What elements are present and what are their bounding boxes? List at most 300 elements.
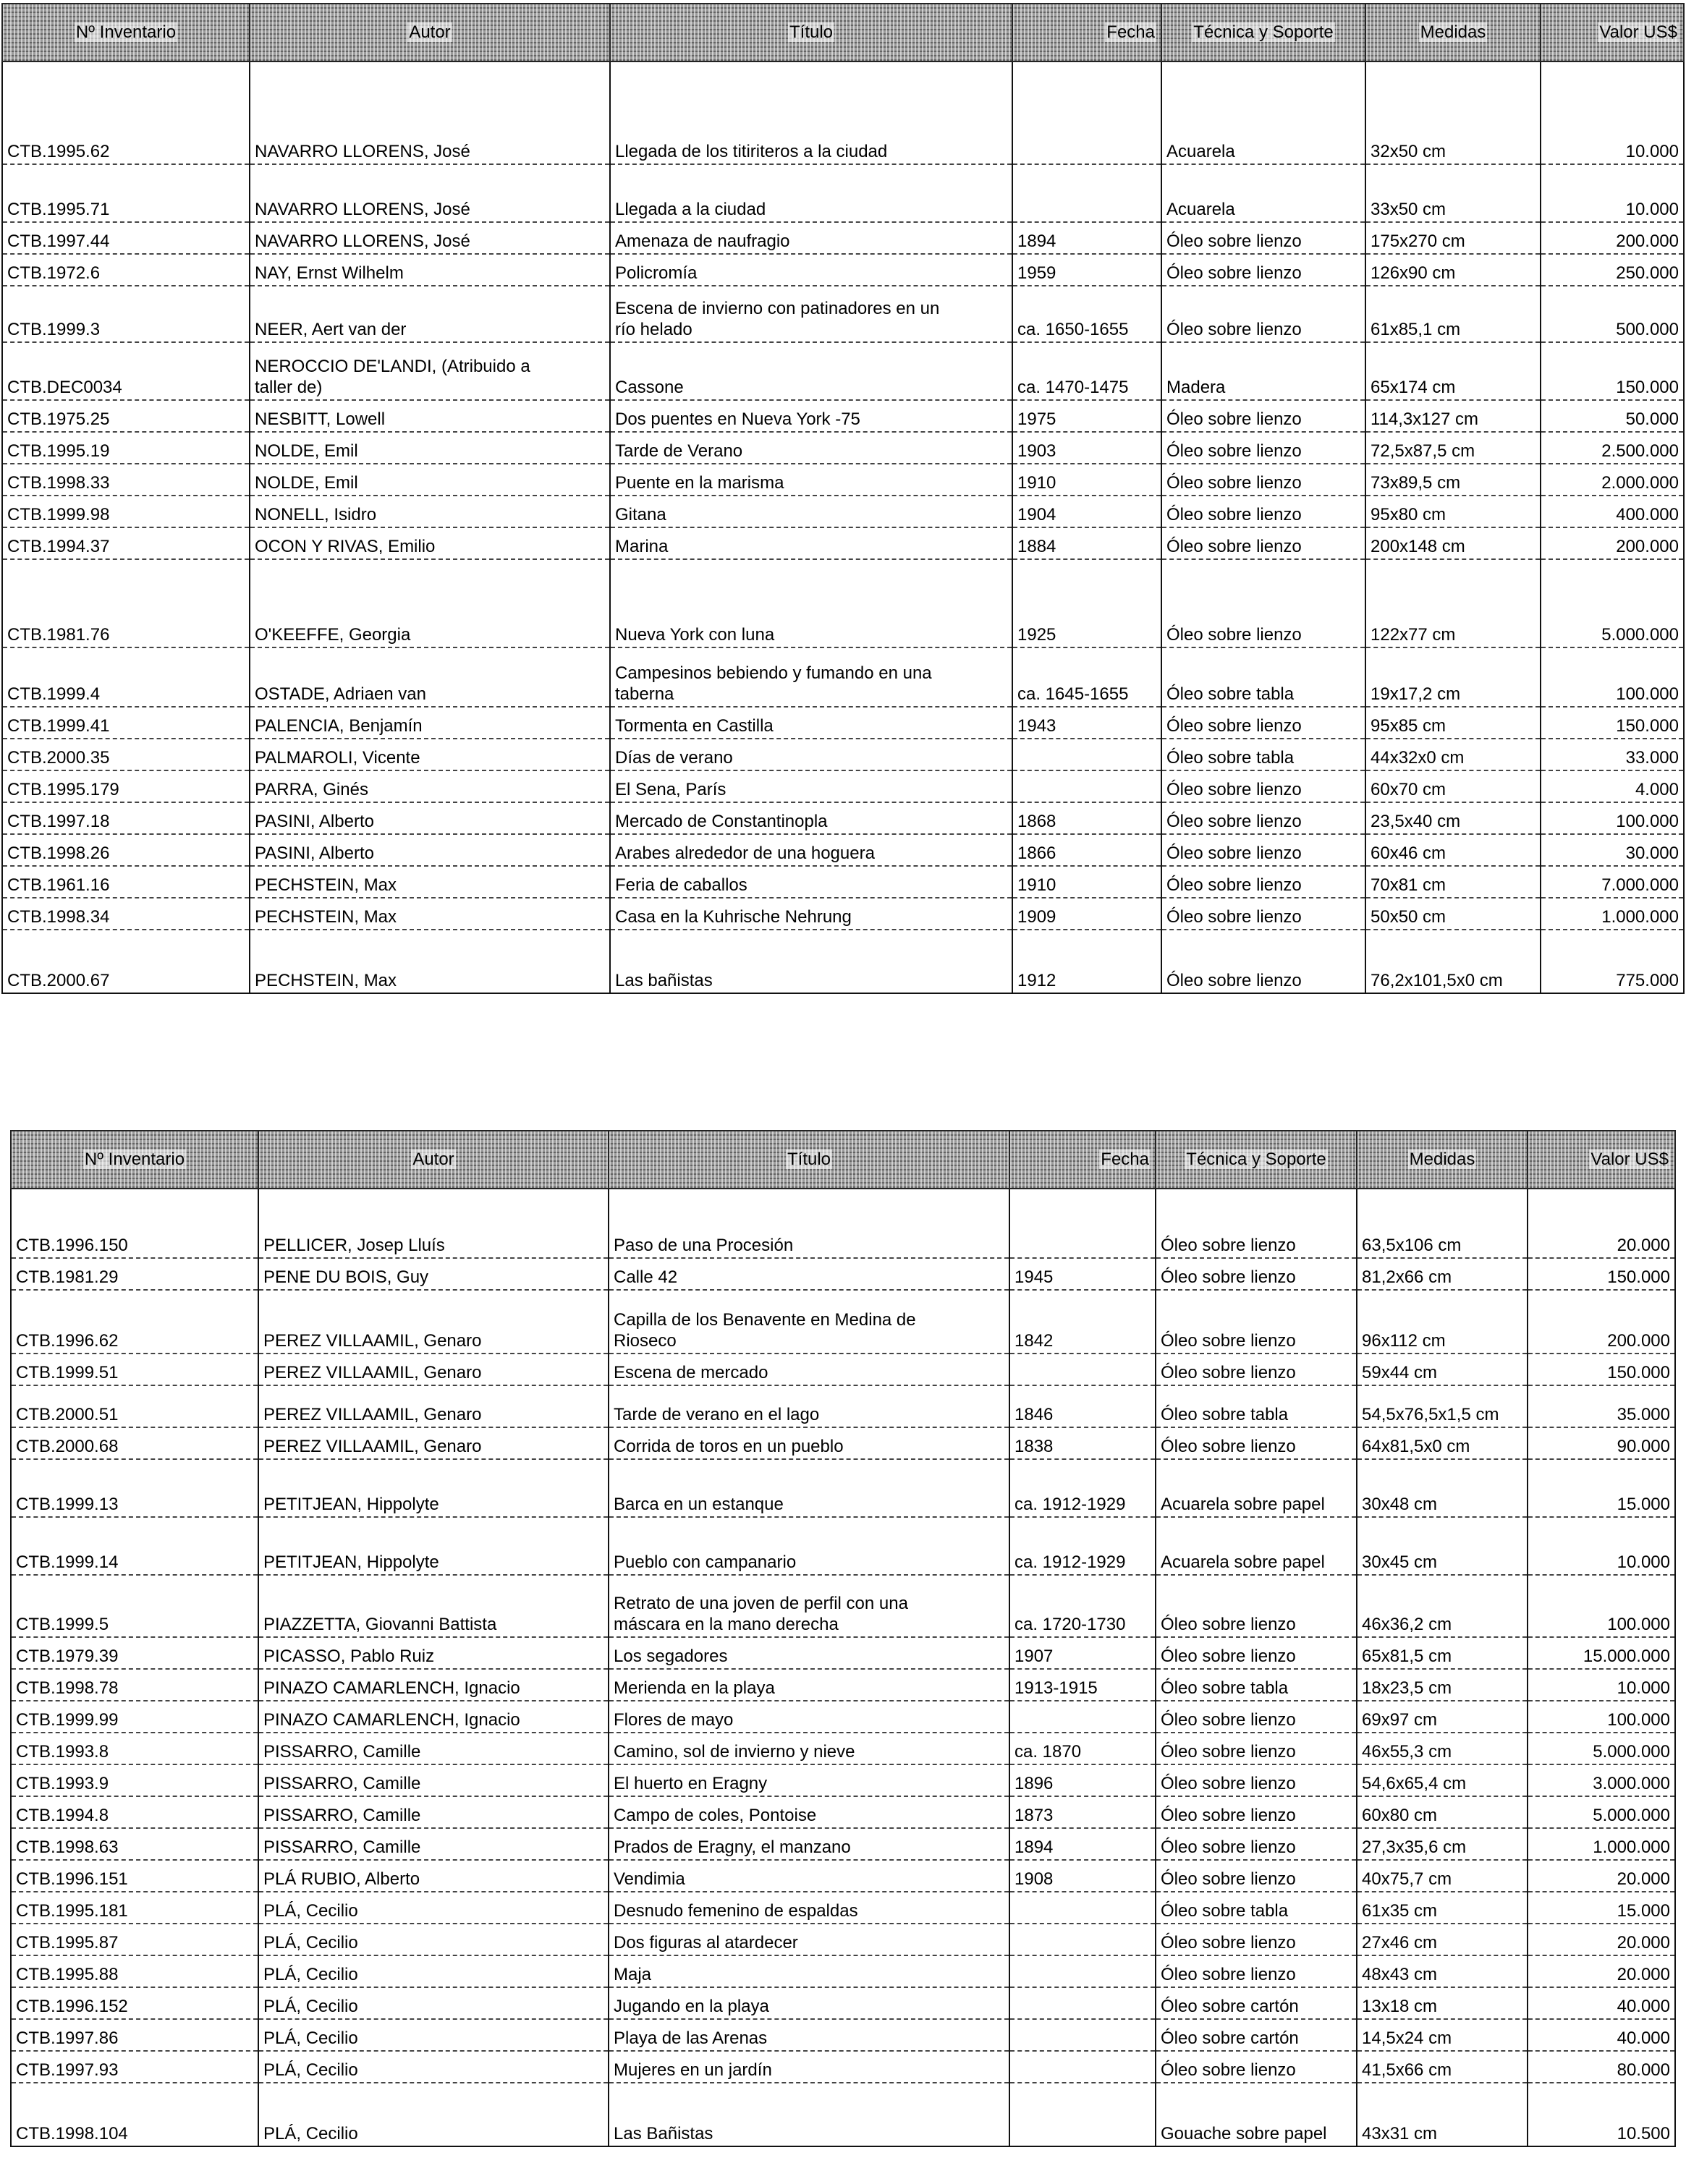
fecha-cell <box>1009 2051 1156 2083</box>
fecha-cell: 1866 <box>1012 834 1161 866</box>
fecha-cell <box>1009 1924 1156 1955</box>
fecha-cell: 1838 <box>1009 1427 1156 1459</box>
inventario-cell: CTB.1999.3 <box>2 286 250 342</box>
autor-cell: PLÁ RUBIO, Alberto <box>258 1860 609 1892</box>
medidas-cell: 122x77 cm <box>1365 559 1541 647</box>
medidas-cell: 126x90 cm <box>1365 254 1541 286</box>
titulo-cell: Dos puentes en Nueva York -75 <box>610 400 1012 432</box>
inventario-cell: CTB.1999.13 <box>11 1459 258 1517</box>
autor-cell: PLÁ, Cecilio <box>258 2019 609 2051</box>
titulo-cell: Amenaza de naufragio <box>610 222 1012 254</box>
autor-cell: NEROCCIO DE'LANDI, (Atribuido a taller de) <box>250 342 610 400</box>
autor-cell: PEREZ VILLAAMIL, Genaro <box>258 1385 609 1427</box>
header-fecha: Fecha <box>1009 1131 1156 1189</box>
inventario-cell: CTB.1998.34 <box>2 898 250 930</box>
fecha-cell: ca. 1470-1475 <box>1012 342 1161 400</box>
inventario-cell: CTB.1995.179 <box>2 770 250 802</box>
inventario-cell: CTB.1961.16 <box>2 866 250 898</box>
table-row <box>2 342 1684 400</box>
fecha-cell: ca. 1912-1929 <box>1009 1459 1156 1517</box>
table-row <box>2 559 1684 647</box>
inventario-cell: CTB.1995.19 <box>2 432 250 464</box>
header-inventario: Nº Inventario <box>11 1131 258 1189</box>
valor-cell: 5.000.000 <box>1541 559 1684 647</box>
valor-cell: 20.000 <box>1528 1955 1675 1987</box>
autor-cell: NAVARRO LLORENS, José <box>250 222 610 254</box>
header-valor: Valor US$ <box>1541 4 1684 61</box>
valor-cell: 10.000 <box>1528 1669 1675 1701</box>
valor-cell: 33.000 <box>1541 739 1684 770</box>
medidas-cell: 27x46 cm <box>1357 1924 1528 1955</box>
medidas-cell: 72,5x87,5 cm <box>1365 432 1541 464</box>
autor-cell: PICASSO, Pablo Ruiz <box>258 1637 609 1669</box>
inventario-cell: CTB.1996.150 <box>11 1189 258 1258</box>
autor-cell: PETITJEAN, Hippolyte <box>258 1517 609 1575</box>
table-row <box>11 1290 1675 1354</box>
header-titulo: Título <box>609 1131 1009 1189</box>
medidas-cell: 40x75,7 cm <box>1357 1860 1528 1892</box>
tecnica-cell: Óleo sobre lienzo <box>1161 898 1365 930</box>
autor-cell: PINAZO CAMARLENCH, Ignacio <box>258 1701 609 1733</box>
table-row <box>11 2083 1675 2146</box>
table-row <box>2 707 1684 739</box>
valor-cell: 15.000 <box>1528 1892 1675 1924</box>
autor-cell: PLÁ, Cecilio <box>258 1987 609 2019</box>
fecha-cell: 1975 <box>1012 400 1161 432</box>
header-medidas: Medidas <box>1365 4 1541 61</box>
titulo-cell: Retrato de una joven de perfil con una máscara en la mano derecha <box>609 1575 1009 1637</box>
tecnica-cell: Óleo sobre lienzo <box>1161 770 1365 802</box>
tecnica-cell: Óleo sobre lienzo <box>1156 1796 1357 1828</box>
table-row <box>11 1427 1675 1459</box>
autor-cell: NONELL, Isidro <box>250 496 610 527</box>
autor-cell: PLÁ, Cecilio <box>258 2051 609 2083</box>
tecnica-cell: Óleo sobre lienzo <box>1156 2051 1357 2083</box>
titulo-cell: Escena de mercado <box>609 1354 1009 1385</box>
table-row <box>11 2051 1675 2083</box>
fecha-cell: 1903 <box>1012 432 1161 464</box>
inventario-cell: CTB.2000.68 <box>11 1427 258 1459</box>
header-titulo: Título <box>610 4 1012 61</box>
medidas-cell: 54,6x65,4 cm <box>1357 1764 1528 1796</box>
valor-cell: 7.000.000 <box>1541 866 1684 898</box>
fecha-cell <box>1012 770 1161 802</box>
table-row <box>11 1354 1675 1385</box>
header-inventario: Nº Inventario <box>2 4 250 61</box>
table-row <box>2 254 1684 286</box>
tecnica-cell: Óleo sobre cartón <box>1156 2019 1357 2051</box>
autor-cell: PLÁ, Cecilio <box>258 2083 609 2146</box>
medidas-cell: 59x44 cm <box>1357 1354 1528 1385</box>
medidas-cell: 61x35 cm <box>1357 1892 1528 1924</box>
inventario-cell: CTB.1998.63 <box>11 1828 258 1860</box>
medidas-cell: 96x112 cm <box>1357 1290 1528 1354</box>
table-row <box>2 898 1684 930</box>
tecnica-cell: Óleo sobre lienzo <box>1156 1924 1357 1955</box>
titulo-cell: Playa de las Arenas <box>609 2019 1009 2051</box>
titulo-cell: Maja <box>609 1955 1009 1987</box>
inventario-cell: CTB.1997.86 <box>11 2019 258 2051</box>
valor-cell: 250.000 <box>1541 254 1684 286</box>
header-valor: Valor US$ <box>1528 1131 1675 1189</box>
titulo-cell: Cassone <box>610 342 1012 400</box>
fecha-cell: 1908 <box>1009 1860 1156 1892</box>
tecnica-cell: Óleo sobre lienzo <box>1161 834 1365 866</box>
medidas-cell: 95x85 cm <box>1365 707 1541 739</box>
titulo-cell: Las bañistas <box>610 930 1012 993</box>
titulo-cell: Las Bañistas <box>609 2083 1009 2146</box>
valor-cell: 50.000 <box>1541 400 1684 432</box>
inventario-cell: CTB.1999.14 <box>11 1517 258 1575</box>
titulo-cell: Barca en un estanque <box>609 1459 1009 1517</box>
inventario-cell: CTB.1999.51 <box>11 1354 258 1385</box>
valor-cell: 10.500 <box>1528 2083 1675 2146</box>
valor-cell: 10.000 <box>1528 1517 1675 1575</box>
fecha-cell: 1846 <box>1009 1385 1156 1427</box>
medidas-cell: 65x174 cm <box>1365 342 1541 400</box>
autor-cell: PLÁ, Cecilio <box>258 1924 609 1955</box>
valor-cell: 90.000 <box>1528 1427 1675 1459</box>
fecha-cell: 1909 <box>1012 898 1161 930</box>
inventario-cell: CTB.1996.151 <box>11 1860 258 1892</box>
autor-cell: NAY, Ernst Wilhelm <box>250 254 610 286</box>
valor-cell: 775.000 <box>1541 930 1684 993</box>
table-row <box>11 1892 1675 1924</box>
titulo-cell: Campo de coles, Pontoise <box>609 1796 1009 1828</box>
tecnica-cell: Óleo sobre lienzo <box>1161 559 1365 647</box>
valor-cell: 35.000 <box>1528 1385 1675 1427</box>
valor-cell: 20.000 <box>1528 1860 1675 1892</box>
titulo-cell: Los segadores <box>609 1637 1009 1669</box>
valor-cell: 1.000.000 <box>1528 1828 1675 1860</box>
medidas-cell: 43x31 cm <box>1357 2083 1528 2146</box>
autor-cell: PASINI, Alberto <box>250 834 610 866</box>
medidas-cell: 60x70 cm <box>1365 770 1541 802</box>
titulo-cell: Puente en la marisma <box>610 464 1012 496</box>
autor-cell: PASINI, Alberto <box>250 802 610 834</box>
tecnica-cell: Óleo sobre lienzo <box>1156 1828 1357 1860</box>
valor-cell: 200.000 <box>1541 527 1684 559</box>
inventario-cell: CTB.1995.71 <box>2 164 250 222</box>
autor-cell: NOLDE, Emil <box>250 432 610 464</box>
table-row <box>2 770 1684 802</box>
valor-cell: 500.000 <box>1541 286 1684 342</box>
tecnica-cell: Acuarela <box>1161 164 1365 222</box>
fecha-cell <box>1009 1701 1156 1733</box>
inventario-cell: CTB.1975.25 <box>2 400 250 432</box>
inventario-cell: CTB.1998.78 <box>11 1669 258 1701</box>
fecha-cell <box>1009 1955 1156 1987</box>
autor-cell: PISSARRO, Camille <box>258 1764 609 1796</box>
medidas-cell: 18x23,5 cm <box>1357 1669 1528 1701</box>
autor-cell: PINAZO CAMARLENCH, Ignacio <box>258 1669 609 1701</box>
fecha-cell <box>1009 2019 1156 2051</box>
inventario-cell: CTB.1999.4 <box>2 647 250 707</box>
autor-cell: PETITJEAN, Hippolyte <box>258 1459 609 1517</box>
inventario-cell: CTB.1999.5 <box>11 1575 258 1637</box>
tecnica-cell: Óleo sobre tabla <box>1156 1669 1357 1701</box>
fecha-cell: 1913-1915 <box>1009 1669 1156 1701</box>
titulo-cell: Prados de Eragny, el manzano <box>609 1828 1009 1860</box>
medidas-cell: 70x81 cm <box>1365 866 1541 898</box>
autor-cell: O'KEEFFE, Georgia <box>250 559 610 647</box>
valor-cell: 200.000 <box>1541 222 1684 254</box>
tecnica-cell: Óleo sobre lienzo <box>1156 1189 1357 1258</box>
autor-cell: PISSARRO, Camille <box>258 1796 609 1828</box>
table-row <box>11 2019 1675 2051</box>
autor-cell: NESBITT, Lowell <box>250 400 610 432</box>
medidas-cell: 46x36,2 cm <box>1357 1575 1528 1637</box>
titulo-cell: Tarde de Verano <box>610 432 1012 464</box>
titulo-cell: Mujeres en un jardín <box>609 2051 1009 2083</box>
table-row <box>11 1733 1675 1764</box>
tecnica-cell: Acuarela sobre papel <box>1156 1459 1357 1517</box>
inventario-cell: CTB.1993.9 <box>11 1764 258 1796</box>
fecha-cell: 1894 <box>1009 1828 1156 1860</box>
titulo-cell: Arabes alrededor de una hoguera <box>610 834 1012 866</box>
valor-cell: 15.000.000 <box>1528 1637 1675 1669</box>
fecha-cell: 1904 <box>1012 496 1161 527</box>
inventario-cell: CTB.1981.76 <box>2 559 250 647</box>
medidas-cell: 60x80 cm <box>1357 1796 1528 1828</box>
table-row <box>11 1189 1675 1258</box>
medidas-cell: 33x50 cm <box>1365 164 1541 222</box>
autor-cell: PEREZ VILLAAMIL, Genaro <box>258 1427 609 1459</box>
autor-cell: PEREZ VILLAAMIL, Genaro <box>258 1290 609 1354</box>
medidas-cell: 69x97 cm <box>1357 1701 1528 1733</box>
fecha-cell <box>1009 1354 1156 1385</box>
fecha-cell: 1945 <box>1009 1258 1156 1290</box>
titulo-cell: Policromía <box>610 254 1012 286</box>
autor-cell: NEER, Aert van der <box>250 286 610 342</box>
header-row <box>2 4 1684 61</box>
inventario-cell: CTB.2000.35 <box>2 739 250 770</box>
tecnica-cell: Óleo sobre lienzo <box>1156 1290 1357 1354</box>
valor-cell: 2.000.000 <box>1541 464 1684 496</box>
titulo-cell: Dos figuras al atardecer <box>609 1924 1009 1955</box>
medidas-cell: 95x80 cm <box>1365 496 1541 527</box>
titulo-cell: Merienda en la playa <box>609 1669 1009 1701</box>
inventario-cell: CTB.1997.44 <box>2 222 250 254</box>
header-tecnica: Técnica y Soporte <box>1156 1131 1357 1189</box>
tecnica-cell: Madera <box>1161 342 1365 400</box>
table-row <box>2 61 1684 164</box>
medidas-cell: 175x270 cm <box>1365 222 1541 254</box>
valor-cell: 3.000.000 <box>1528 1764 1675 1796</box>
medidas-cell: 13x18 cm <box>1357 1987 1528 2019</box>
valor-cell: 40.000 <box>1528 1987 1675 2019</box>
table-row <box>11 1517 1675 1575</box>
valor-cell: 40.000 <box>1528 2019 1675 2051</box>
table-row <box>11 1924 1675 1955</box>
inventario-cell: CTB.1998.104 <box>11 2083 258 2146</box>
header-autor: Autor <box>258 1131 609 1189</box>
fecha-cell: 1868 <box>1012 802 1161 834</box>
inventario-cell: CTB.2000.67 <box>2 930 250 993</box>
table-row <box>11 1987 1675 2019</box>
fecha-cell: ca. 1645-1655 <box>1012 647 1161 707</box>
fecha-cell: 1894 <box>1012 222 1161 254</box>
inventario-cell: CTB.1995.88 <box>11 1955 258 1987</box>
titulo-cell: Flores de mayo <box>609 1701 1009 1733</box>
table-row <box>2 930 1684 993</box>
table-row <box>2 739 1684 770</box>
medidas-cell: 200x148 cm <box>1365 527 1541 559</box>
inventario-cell: CTB.1972.6 <box>2 254 250 286</box>
inventario-cell: CTB.1996.62 <box>11 1290 258 1354</box>
autor-cell: PARRA, Ginés <box>250 770 610 802</box>
medidas-cell: 48x43 cm <box>1357 1955 1528 1987</box>
tecnica-cell: Óleo sobre lienzo <box>1156 1637 1357 1669</box>
tecnica-cell: Óleo sobre lienzo <box>1161 222 1365 254</box>
tecnica-cell: Óleo sobre lienzo <box>1156 1354 1357 1385</box>
tecnica-cell: Óleo sobre tabla <box>1161 739 1365 770</box>
autor-cell: NAVARRO LLORENS, José <box>250 164 610 222</box>
tecnica-cell: Óleo sobre lienzo <box>1161 930 1365 993</box>
table-row <box>2 647 1684 707</box>
inventario-cell: CTB.1995.62 <box>2 61 250 164</box>
fecha-cell <box>1012 164 1161 222</box>
tecnica-cell: Óleo sobre lienzo <box>1156 1764 1357 1796</box>
tecnica-cell: Óleo sobre cartón <box>1156 1987 1357 2019</box>
titulo-cell: Tormenta en Castilla <box>610 707 1012 739</box>
valor-cell: 4.000 <box>1541 770 1684 802</box>
tecnica-cell: Acuarela <box>1161 61 1365 164</box>
tecnica-cell: Óleo sobre lienzo <box>1161 496 1365 527</box>
titulo-cell: Calle 42 <box>609 1258 1009 1290</box>
header-row <box>11 1131 1675 1189</box>
titulo-cell: Vendimia <box>609 1860 1009 1892</box>
valor-cell: 150.000 <box>1541 707 1684 739</box>
fecha-cell: 1884 <box>1012 527 1161 559</box>
medidas-cell: 19x17,2 cm <box>1365 647 1541 707</box>
valor-cell: 2.500.000 <box>1541 432 1684 464</box>
inventario-cell: CTB.1998.33 <box>2 464 250 496</box>
fecha-cell: ca. 1650-1655 <box>1012 286 1161 342</box>
inventario-cell: CTB.1995.181 <box>11 1892 258 1924</box>
medidas-cell: 14,5x24 cm <box>1357 2019 1528 2051</box>
titulo-cell: Pueblo con campanario <box>609 1517 1009 1575</box>
titulo-cell: Gitana <box>610 496 1012 527</box>
titulo-cell: Días de verano <box>610 739 1012 770</box>
table-row <box>11 1701 1675 1733</box>
fecha-cell: 1907 <box>1009 1637 1156 1669</box>
autor-cell: PENE DU BOIS, Guy <box>258 1258 609 1290</box>
table-row <box>11 1669 1675 1701</box>
valor-cell: 5.000.000 <box>1528 1796 1675 1828</box>
valor-cell: 5.000.000 <box>1528 1733 1675 1764</box>
autor-cell: PIAZZETTA, Giovanni Battista <box>258 1575 609 1637</box>
fecha-cell: 1910 <box>1012 866 1161 898</box>
titulo-cell: El huerto en Eragny <box>609 1764 1009 1796</box>
inventario-cell: CTB.1999.98 <box>2 496 250 527</box>
fecha-cell <box>1009 1189 1156 1258</box>
valor-cell: 150.000 <box>1541 342 1684 400</box>
inventario-cell: CTB.1994.8 <box>11 1796 258 1828</box>
autor-cell: NOLDE, Emil <box>250 464 610 496</box>
header-tecnica: Técnica y Soporte <box>1161 4 1365 61</box>
table-row <box>2 527 1684 559</box>
inventario-cell: CTB.1995.87 <box>11 1924 258 1955</box>
table-row <box>2 286 1684 342</box>
table-row <box>2 432 1684 464</box>
autor-cell: PECHSTEIN, Max <box>250 930 610 993</box>
medidas-cell: 41,5x66 cm <box>1357 2051 1528 2083</box>
table-row <box>11 1828 1675 1860</box>
inventario-cell: CTB.1997.18 <box>2 802 250 834</box>
autor-cell: PLÁ, Cecilio <box>258 1892 609 1924</box>
table-row <box>11 1796 1675 1828</box>
titulo-cell: Tarde de verano en el lago <box>609 1385 1009 1427</box>
table-row <box>11 1385 1675 1427</box>
titulo-cell: El Sena, París <box>610 770 1012 802</box>
tecnica-cell: Óleo sobre lienzo <box>1156 1427 1357 1459</box>
fecha-cell <box>1012 61 1161 164</box>
tecnica-cell: Óleo sobre lienzo <box>1156 1701 1357 1733</box>
medidas-cell: 65x81,5 cm <box>1357 1637 1528 1669</box>
medidas-cell: 50x50 cm <box>1365 898 1541 930</box>
valor-cell: 80.000 <box>1528 2051 1675 2083</box>
medidas-cell: 54,5x76,5x1,5 cm <box>1357 1385 1528 1427</box>
valor-cell: 10.000 <box>1541 164 1684 222</box>
tecnica-cell: Acuarela sobre papel <box>1156 1517 1357 1575</box>
fecha-cell: 1925 <box>1012 559 1161 647</box>
tecnica-cell: Óleo sobre lienzo <box>1161 802 1365 834</box>
titulo-cell: Casa en la Kuhrische Nehrung <box>610 898 1012 930</box>
fecha-cell: 1896 <box>1009 1764 1156 1796</box>
tecnica-cell: Óleo sobre tabla <box>1161 647 1365 707</box>
table-row <box>2 834 1684 866</box>
valor-cell: 20.000 <box>1528 1189 1675 1258</box>
valor-cell: 100.000 <box>1528 1701 1675 1733</box>
valor-cell: 1.000.000 <box>1541 898 1684 930</box>
autor-cell: PISSARRO, Camille <box>258 1733 609 1764</box>
autor-cell: PECHSTEIN, Max <box>250 866 610 898</box>
medidas-cell: 63,5x106 cm <box>1357 1189 1528 1258</box>
medidas-cell: 81,2x66 cm <box>1357 1258 1528 1290</box>
autor-cell: PLÁ, Cecilio <box>258 1955 609 1987</box>
medidas-cell: 61x85,1 cm <box>1365 286 1541 342</box>
fecha-cell: ca. 1870 <box>1009 1733 1156 1764</box>
titulo-cell: Capilla de los Benavente en Medina de Rioseco <box>609 1290 1009 1354</box>
table-row <box>2 222 1684 254</box>
autor-cell: PELLICER, Josep Lluís <box>258 1189 609 1258</box>
autor-cell: OSTADE, Adriaen van <box>250 647 610 707</box>
table-row <box>2 400 1684 432</box>
tecnica-cell: Óleo sobre lienzo <box>1161 400 1365 432</box>
inventario-cell: CTB.2000.51 <box>11 1385 258 1427</box>
table-row <box>11 1459 1675 1517</box>
fecha-cell: 1943 <box>1012 707 1161 739</box>
tecnica-cell: Óleo sobre lienzo <box>1161 866 1365 898</box>
inventory-table-1 <box>1 3 1685 994</box>
medidas-cell: 30x48 cm <box>1357 1459 1528 1517</box>
tecnica-cell: Óleo sobre lienzo <box>1161 527 1365 559</box>
valor-cell: 15.000 <box>1528 1459 1675 1517</box>
titulo-cell: Marina <box>610 527 1012 559</box>
autor-cell: PALMAROLI, Vicente <box>250 739 610 770</box>
titulo-cell: Nueva York con luna <box>610 559 1012 647</box>
autor-cell: PECHSTEIN, Max <box>250 898 610 930</box>
header-fecha: Fecha <box>1012 4 1161 61</box>
table-row <box>11 1860 1675 1892</box>
tecnica-cell: Óleo sobre tabla <box>1156 1385 1357 1427</box>
inventario-cell: CTB.1999.99 <box>11 1701 258 1733</box>
autor-cell: NAVARRO LLORENS, José <box>250 61 610 164</box>
table-row <box>2 464 1684 496</box>
tecnica-cell: Óleo sobre lienzo <box>1156 1860 1357 1892</box>
valor-cell: 20.000 <box>1528 1924 1675 1955</box>
